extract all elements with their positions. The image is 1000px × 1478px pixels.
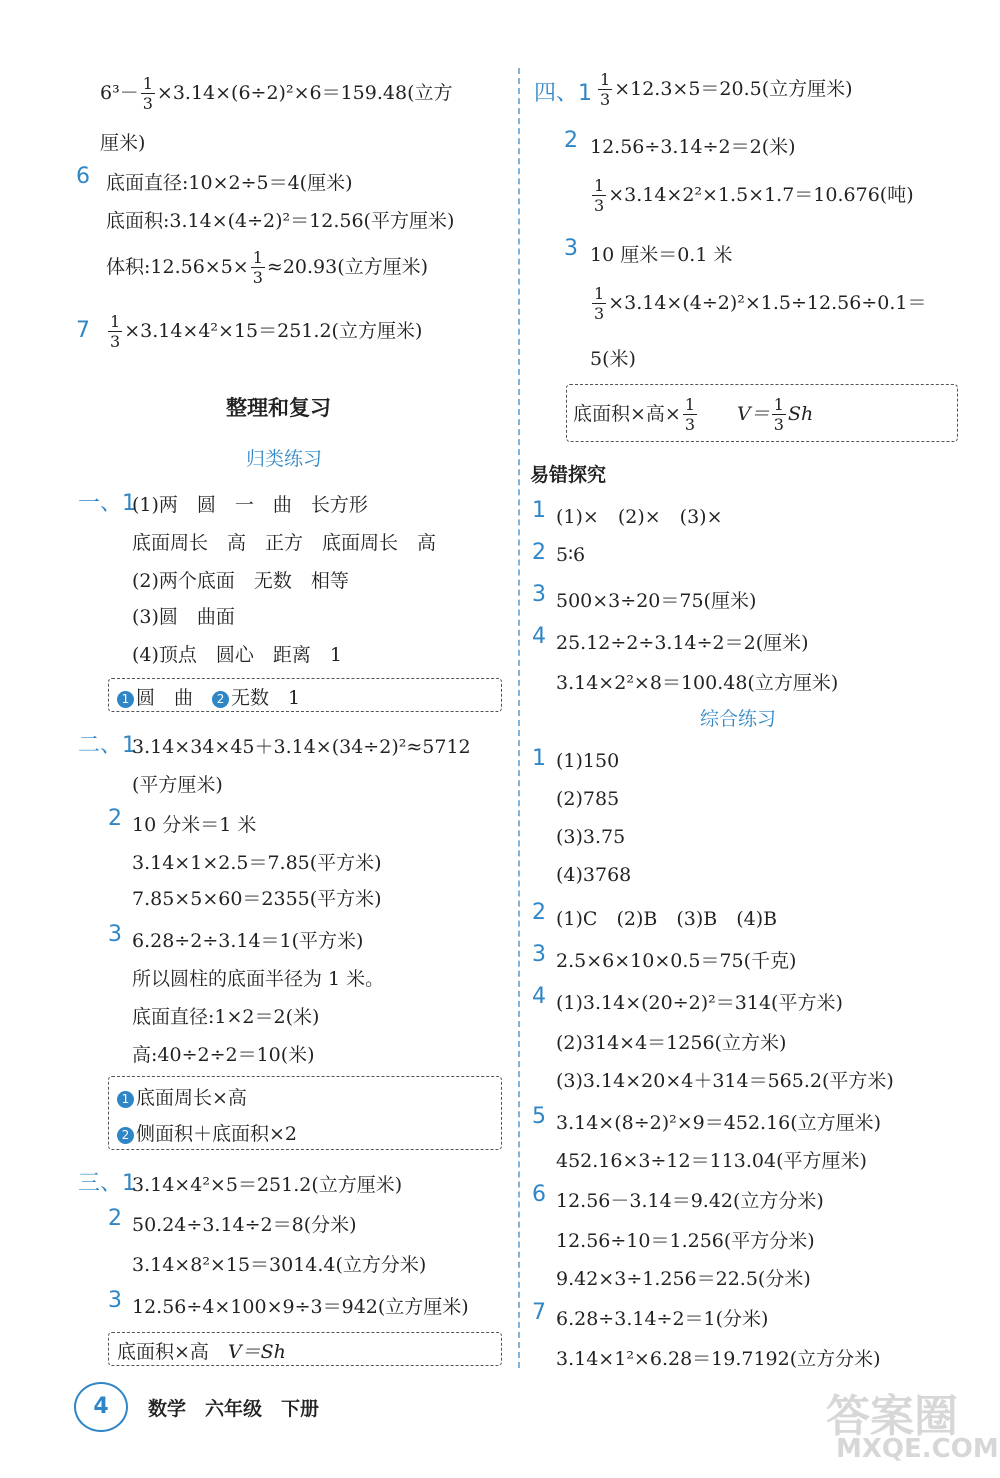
book-title: 数学 六年级 下册: [148, 1398, 320, 1420]
line-top-cont: 厘米): [100, 132, 146, 154]
answer-line: 2.5×6×10×0.5＝75(千克): [556, 950, 797, 972]
question-number: 2: [532, 900, 546, 925]
answer-line: 高:40÷2÷2＝10(米): [132, 1044, 315, 1066]
question-number: 2: [564, 128, 578, 153]
fraction: $\frac{1}{3}$: [684, 395, 696, 434]
answer-line: 50.24÷3.14÷2＝8(分米): [132, 1214, 357, 1236]
answer-line: 底面周长 高 正方 底面周长 高: [132, 532, 437, 554]
section-title: 易错探究: [530, 464, 607, 486]
answer-line: 10 分米＝1 米: [132, 814, 257, 836]
answer-line: 12.56－3.14＝9.42(立方分米): [556, 1190, 824, 1212]
question-number: 4: [532, 984, 546, 1009]
answer-line: 3.14×1²×6.28＝19.7192(立方分米): [556, 1348, 881, 1370]
answer-line: 6.28÷3.14÷2＝1(分米): [556, 1308, 769, 1330]
question-number: 三、1: [78, 1171, 136, 1196]
question-number: 3: [108, 922, 122, 947]
answer-line: (2)785: [556, 788, 620, 810]
question-number: 一、1: [78, 491, 136, 516]
page-number: 4: [74, 1382, 128, 1432]
tip-box: 1 底面周长×高 2 侧面积＋底面积×2: [108, 1076, 502, 1150]
question-number: 3: [532, 942, 546, 967]
circle-number-icon: 1: [117, 1091, 134, 1108]
answer-line: (1)3.14×(20÷2)²＝314(平方米): [556, 992, 843, 1014]
circle-number-icon: 2: [117, 1127, 134, 1144]
circle-number-icon: 2: [212, 691, 229, 708]
answer-line: (2)314×4＝1256(立方米): [556, 1032, 787, 1054]
answer-line: (4)3768: [556, 864, 632, 886]
answer-line: (1)C (2)B (3)B (4)B: [556, 908, 778, 930]
line-top: 6³－ $\frac{1}{3}$ ×3.14×(6÷2)²×6＝159.48(立方: [100, 74, 453, 113]
answer-line: 5(米): [590, 348, 636, 370]
answer-line: 12.56÷4×100×9÷3＝942(立方厘米): [132, 1296, 469, 1318]
section-title: 整理和复习: [226, 396, 331, 420]
answer-line: 3.14×4²×5＝251.2(立方厘米): [132, 1174, 403, 1196]
fraction: $\frac{1}{3}$: [773, 395, 784, 434]
answer-line: $\frac{1}{3}$ ×3.14×(4÷2)²×1.5÷12.56÷0.1＝: [594, 284, 927, 323]
answer-line: (1)× (2)× (3)×: [556, 506, 723, 528]
circle-number-icon: 1: [117, 691, 134, 708]
fraction: $\frac{1}{3}$: [594, 284, 605, 323]
subsection-title: 综合练习: [700, 708, 777, 730]
answer-line: 底面直径:10×2÷5＝4(厘米): [106, 172, 353, 194]
answer-line: (2)两个底面 无数 相等: [132, 570, 349, 592]
answer-line: (3)圆 曲面: [132, 606, 235, 628]
answer-line: 7.85×5×60＝2355(平方米): [132, 888, 382, 910]
answer-line: 所以圆柱的底面半径为 1 米。: [132, 968, 385, 990]
question-number: 6: [76, 164, 90, 189]
question-number: 1: [532, 498, 546, 523]
tip-box: 底面积×高 V＝Sh: [108, 1332, 502, 1366]
fraction: $\frac{1}{3}$: [252, 248, 263, 287]
answer-line: $\frac{1}{3}$ ×3.14×2²×1.5×1.7＝10.676(吨): [594, 176, 914, 215]
column-divider: [518, 68, 520, 1368]
answer-line: 25.12÷2÷3.14÷2＝2(厘米): [556, 632, 809, 654]
subsection-title: 归类练习: [246, 448, 323, 470]
answer-line: (3)3.14×20×4＋314＝565.2(平方米): [556, 1070, 894, 1092]
question-number: 二、1: [78, 733, 136, 758]
question-number: 3: [532, 582, 546, 607]
answer-line: 6.28÷2÷3.14＝1(平方米): [132, 930, 364, 952]
fraction: $\frac{1}{3}$: [600, 70, 611, 109]
fraction: $\frac{1}{3}$: [110, 312, 121, 351]
tip-box: 1 圆 曲 2 无数 1: [108, 678, 502, 712]
answer-line: 10 厘米＝0.1 米: [590, 244, 733, 266]
tip-box: 底面积×高× $\frac{1}{3}$ V＝ $\frac{1}{3}$ Sh: [566, 384, 958, 442]
question-number: 7: [532, 1300, 546, 1325]
question-number: 2: [108, 1206, 122, 1231]
question-number: 1: [532, 746, 546, 771]
answer-line: 12.56÷10＝1.256(平方分米): [556, 1230, 815, 1252]
answer-line: $\frac{1}{3}$ ×12.3×5＝20.5(立方厘米): [600, 70, 853, 109]
answer-line: 12.56÷3.14÷2＝2(米): [590, 136, 796, 158]
answer-line: 3.14×34×45＋3.14×(34÷2)²≈5712: [132, 736, 471, 758]
question-number: 3: [564, 236, 578, 261]
answer-line: 9.42×3÷1.256＝22.5(分米): [556, 1268, 811, 1290]
answer-line: (4)顶点 圆心 距离 1: [132, 644, 343, 666]
question-number: 6: [532, 1182, 546, 1207]
question-number: 3: [108, 1288, 122, 1313]
answer-line: $\frac{1}{3}$ ×3.14×4²×15＝251.2(立方厘米): [110, 312, 423, 351]
question-number: 四、1: [534, 81, 592, 106]
question-number: 4: [532, 624, 546, 649]
answer-line: (3)3.75: [556, 826, 626, 848]
answer-line: 3.14×2²×8＝100.48(立方厘米): [556, 672, 839, 694]
answer-line: 底面直径:1×2＝2(米): [132, 1006, 320, 1028]
answer-line: (1)两 圆 一 曲 长方形: [132, 494, 368, 516]
watermark-logo: 答案圈: [826, 1391, 958, 1442]
answer-line: 500×3÷20＝75(厘米): [556, 590, 757, 612]
question-number: 5: [532, 1104, 546, 1129]
question-number: 7: [76, 318, 90, 343]
answer-line: 5∶6: [556, 544, 586, 566]
question-number: 2: [532, 540, 546, 565]
watermark-url: MXQE.COM: [836, 1434, 999, 1464]
answer-line: 底面积:3.14×(4÷2)²＝12.56(平方厘米): [106, 210, 455, 232]
answer-line: 3.14×(8÷2)²×9＝452.16(立方厘米): [556, 1112, 882, 1134]
answer-line: 体积:12.56×5× $\frac{1}{3}$ ≈20.93(立方厘米): [106, 248, 429, 287]
answer-line: 3.14×1×2.5＝7.85(平方米): [132, 852, 382, 874]
answer-line: (平方厘米): [132, 774, 223, 796]
answer-line: 452.16×3÷12＝113.04(平方厘米): [556, 1150, 867, 1172]
answer-line: (1)150: [556, 750, 620, 772]
answer-line: 3.14×8²×15＝3014.4(立方分米): [132, 1254, 427, 1276]
fraction: $\frac{1}{3}$: [594, 176, 605, 215]
question-number: 2: [108, 806, 122, 831]
fraction: $\frac{1}{3}$: [142, 74, 153, 113]
